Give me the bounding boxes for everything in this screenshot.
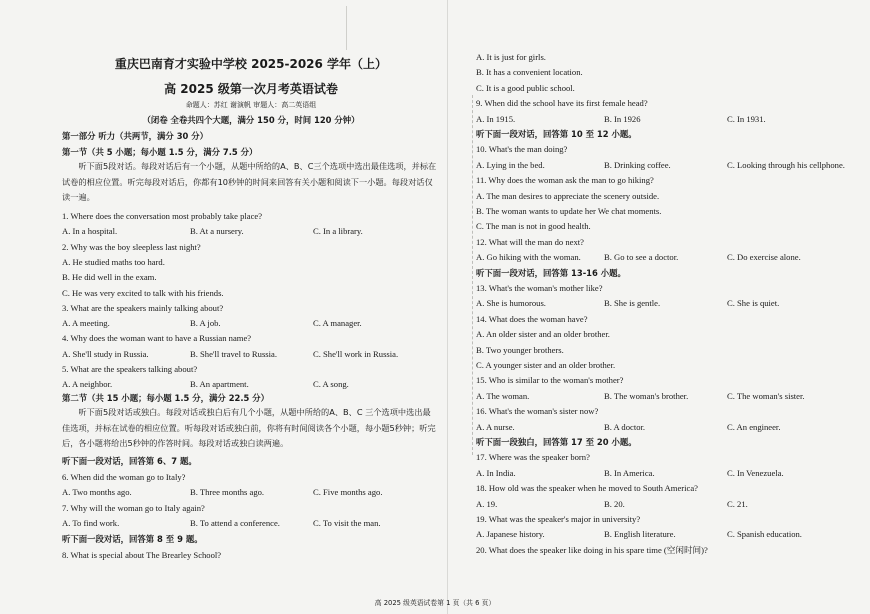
option-a: A. Two months ago.	[62, 487, 132, 498]
option-b: B. A doctor.	[604, 421, 646, 432]
option-a: A. 19.	[476, 498, 498, 509]
page-fold-line	[447, 0, 448, 614]
answer-options	[476, 422, 780, 433]
question-line: C. The man is not in good health.	[476, 221, 591, 232]
answer-options	[476, 391, 805, 402]
question-line: 14. What does the woman have?	[476, 313, 588, 324]
option-c: C. In 1931.	[727, 113, 766, 124]
option-c: C. Do exercise alone.	[727, 252, 801, 263]
section2-heading: 第二节（共 15 小题；每小题 1.5 分，满分 22.5 分）	[62, 393, 270, 403]
answer-options	[62, 518, 381, 529]
question-line: 2. Why was the boy sleepless last night?	[62, 241, 201, 252]
answer-options	[476, 529, 802, 540]
option-b: B. The woman's brother.	[604, 390, 689, 401]
question-line: 13. What's the woman's mother like?	[476, 283, 603, 293]
exam-note: （闭卷 全卷共四个大题，满分 150 分，时间 120 分钟）	[142, 115, 360, 125]
question-line: 10. What's the man doing?	[476, 144, 568, 155]
option-c: C. A manager.	[313, 318, 362, 329]
option-c: C. 21.	[727, 498, 748, 509]
listening-instruction: 听下面一段独白，回答第 17 至 20 小题。	[476, 437, 637, 447]
exam-setters: 命题人：苏红 谢演帆 审题人：高二英语组	[185, 101, 317, 109]
question-line: 20. What does the speaker like doing in his spare time (空闲时间)?	[476, 544, 708, 555]
section2-instructions: 听下面5段对话或独白。每段对话或独白后有几个小题，从题中所给的A、B、C 三个选项中选出最佳选项，并标在试卷的相应位置。听每段对话或独白前，你将有时间阅读各个小题，每小题5秒钟；听完后，各小题将给出5秒钟的作答时间。每段对话或独白读两遍。	[62, 407, 436, 448]
option-b: B. In America.	[604, 467, 655, 478]
option-b: B. English literature.	[604, 529, 676, 540]
option-b: B. To attend a conference.	[190, 518, 280, 529]
listening-instruction: 听下面一段对话，回答第 13-16 小题。	[476, 267, 626, 278]
answer-options	[476, 160, 845, 171]
answer-options	[62, 379, 349, 390]
question-line: 17. Where was the speaker born?	[476, 452, 590, 463]
exam-title: 高 2025 级第一次月考英语试卷	[164, 82, 338, 96]
question-line: 9. When did the school have its first female head?	[476, 98, 648, 109]
option-c: C. Five months ago.	[313, 487, 383, 498]
question-line: A. An older sister and an older brother.	[476, 329, 610, 340]
question-line: A. It is just for girls.	[476, 52, 546, 62]
question-line: 6. When did the woman go to Italy?	[62, 471, 186, 482]
option-c: C. The woman's sister.	[727, 390, 805, 401]
question-line: B. It has a convenient location.	[476, 67, 583, 78]
answer-options	[62, 349, 398, 360]
question-line: 19. What was the speaker's major in university?	[476, 514, 641, 524]
question-line: B. The woman wants to update her We chat moments.	[476, 206, 662, 216]
answer-options	[62, 318, 362, 329]
option-c: C. She'll work in Russia.	[313, 348, 399, 359]
option-b: B. Three months ago.	[190, 487, 265, 498]
scan-edge-mark	[346, 6, 347, 50]
question-line: C. A younger sister and an older brother.	[476, 360, 616, 370]
part1-heading: 第一部分 听力（共两节，满分 30 分）	[62, 131, 209, 141]
option-c: C. To visit the man.	[313, 518, 381, 529]
option-c: C. A song.	[313, 379, 349, 390]
question-line: C. It is a good public school.	[476, 82, 575, 93]
option-b: B. Go to see a doctor.	[604, 252, 679, 263]
option-a: A. In India.	[476, 467, 516, 478]
question-line: 3. What are the speakers mainly talking about?	[62, 302, 224, 313]
section1-instructions: 听下面5段对话。每段对话后有一个小题，从题中所给的A、B、C三个选项中选出最佳选项，并标在试卷的相应位置。听完每段对话后，你都有10秒钟的时间来回答有关小题和阅读下一小题。每段对话仅读一遍。	[62, 161, 437, 202]
option-b: B. In 1926	[604, 113, 641, 124]
option-b: B. At a nursery.	[190, 226, 244, 237]
option-b: B. 20.	[604, 498, 625, 509]
option-c: C. An engineer.	[727, 421, 781, 432]
option-b: B. An apartment.	[190, 379, 249, 390]
option-a: A. The woman.	[476, 390, 530, 401]
option-c: C. In a library.	[313, 226, 363, 237]
option-b: B. A job.	[190, 318, 221, 329]
option-a: A. Go hiking with the woman.	[476, 252, 581, 263]
question-line: C. He was very excited to talk with his friends.	[62, 287, 224, 298]
question-line: B. He did well in the exam.	[62, 272, 157, 283]
option-c: C. She is quiet.	[727, 298, 780, 309]
binding-line	[472, 95, 475, 455]
option-b: B. She'll travel to Russia.	[190, 348, 278, 359]
section1-heading: 第一节（共 5 小题；每小题 1.5 分，满分 7.5 分）	[62, 147, 258, 157]
school-title: 重庆巴南育才实验中学校 2025-2026 学年（上）	[114, 57, 388, 71]
option-a: A. In 1915.	[476, 113, 516, 124]
question-line: A. He studied maths too hard.	[62, 256, 165, 267]
option-c: C. Looking through his cellphone.	[727, 159, 845, 170]
question-line: 7. Why will the woman go to Italy again?	[62, 502, 205, 513]
listening-instruction: 听下面一段对话，回答第 8 至 9 题。	[62, 534, 203, 544]
option-a: A. Japanese history.	[476, 529, 545, 540]
answer-options	[476, 468, 784, 479]
answer-options	[476, 252, 801, 263]
option-a: A. A meeting.	[62, 318, 110, 329]
answer-options	[62, 226, 363, 237]
question-line: A. The man desires to appreciate the scenery outside.	[476, 190, 660, 201]
option-a: A. To find work.	[62, 518, 120, 529]
option-c: C. Spanish education.	[727, 529, 802, 540]
question-line: B. Two younger brothers.	[476, 344, 564, 355]
question-line: 12. What will the man do next?	[476, 236, 584, 247]
listening-instruction: 听下面一段对话，回答第 10 至 12 小题。	[476, 129, 637, 139]
option-a: A. In a hospital.	[62, 226, 118, 237]
question-line: 4. Why does the woman want to have a Russian name?	[62, 333, 252, 344]
question-line: 16. What's the woman's sister now?	[476, 406, 599, 417]
question-line: 1. Where does the conversation most probably take place?	[62, 211, 263, 221]
question-line: 15. Who is similar to the woman's mother?	[476, 375, 624, 386]
option-a: A. Lying in the bed.	[476, 159, 545, 170]
option-a: A. She'll study in Russia.	[62, 348, 149, 359]
question-line: 11. Why does the woman ask the man to go hiking?	[476, 175, 654, 186]
question-line: 18. How old was the speaker when he moved to South America?	[476, 483, 698, 494]
option-c: C. In Venezuela.	[727, 467, 784, 478]
answer-options	[476, 298, 779, 309]
option-b: B. Drinking coffee.	[604, 159, 671, 170]
listening-instruction: 听下面一段对话，回答第 6、7 题。	[62, 456, 197, 466]
option-a: A. A nurse.	[476, 421, 515, 432]
option-b: B. She is gentle.	[604, 298, 661, 309]
answer-options	[62, 487, 382, 498]
answer-options	[476, 114, 766, 125]
option-a: A. A neighbor.	[62, 379, 113, 390]
option-a: A. She is humorous.	[476, 298, 546, 309]
page-footer: 高 2025 级英语试卷第 1 页（共 6 页）	[374, 599, 496, 607]
answer-options	[476, 499, 748, 510]
question-line: 8. What is special about The Brearley School?	[62, 549, 222, 560]
question-line: 5. What are the speakers talking about?	[62, 364, 198, 374]
